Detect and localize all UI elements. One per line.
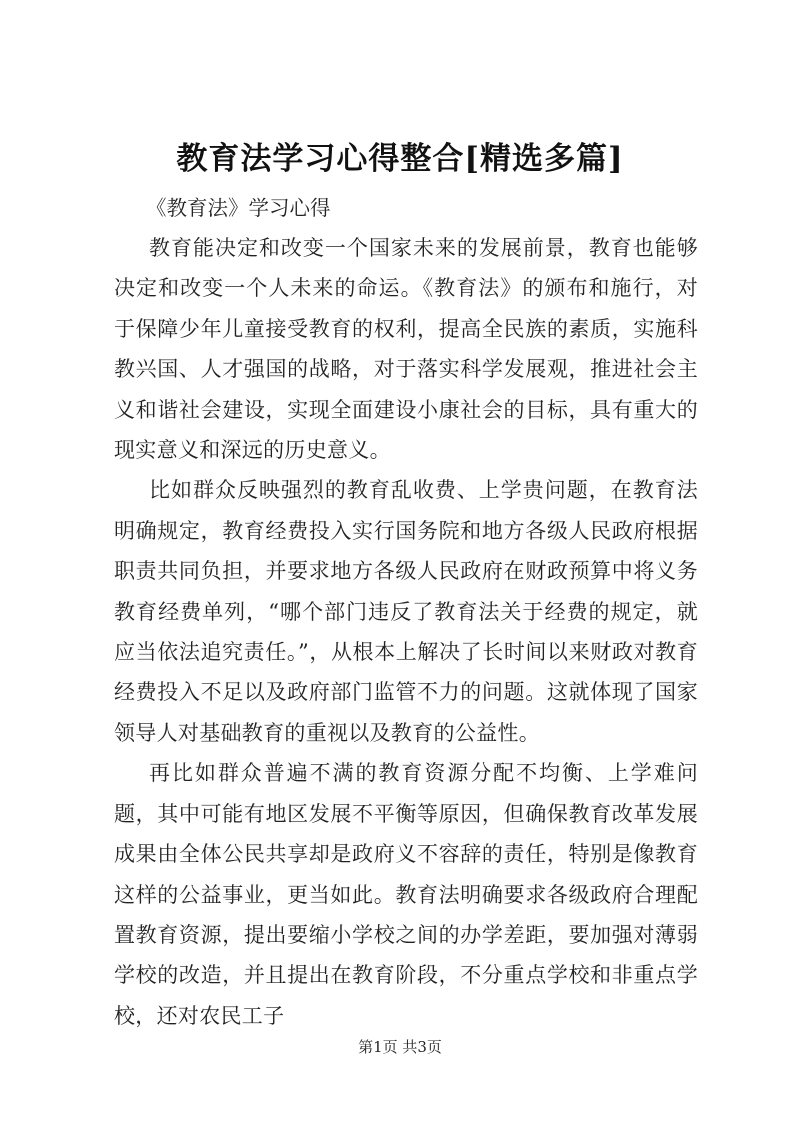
document-body (114, 188, 698, 1036)
page-number-footer: 第1页 共3页 (358, 1038, 442, 1056)
document-title: 教育法学习心得整合[精选多篇] (176, 141, 624, 177)
document-subtitle: 《教育法》学习心得 (146, 196, 331, 220)
paragraph-1: 教育能决定和改变一个国家未来的发展前景，教育也能够决定和改变一个人未来的命运。《教育法》的颁布和施行，对于保障少年儿童接受教育的权利，提高全民族的素质，实施科教兴国、人才强国的战略，对于落实科学发展观，推进社会主义和谐社会建设，实现全面建设小康社会的目标，具有重大的现实意义和深远的历史意义。 (114, 236, 698, 463)
paragraph-2: 比如群众反映强烈的教育乱收费、上学贵问题，在教育法明确规定，教育经费投入实行国务院和地方各级人民政府根据职责共同负担，并要求地方各级人民政府在财政预算中将义务教育经费单列，“哪个部门违反了教育法关于经费的规定，就应当依法追究责任。”，从根本上解决了长时间以来财政对教育经费投入不足以及政府部门监管不力的问题。这就体现了国家领导人对基础教育的重视以及教育的公益性。 (114, 478, 698, 745)
paragraph-3: 再比如群众普遍不满的教育资源分配不均衡、上学难问题，其中可能有地区发展不平衡等原因，但确保教育改革发展成果由全体公民共享却是政府义不容辞的责任，特别是像教育这样的公益事业，更当如此。教育法明确要求各级政府合理配置教育资源，提出要缩小学校之间的办学差距，要加强对薄弱学校的改造，并且提出在教育阶段，不分重点学校和非重点学校，还对农民工子 (114, 761, 698, 1028)
